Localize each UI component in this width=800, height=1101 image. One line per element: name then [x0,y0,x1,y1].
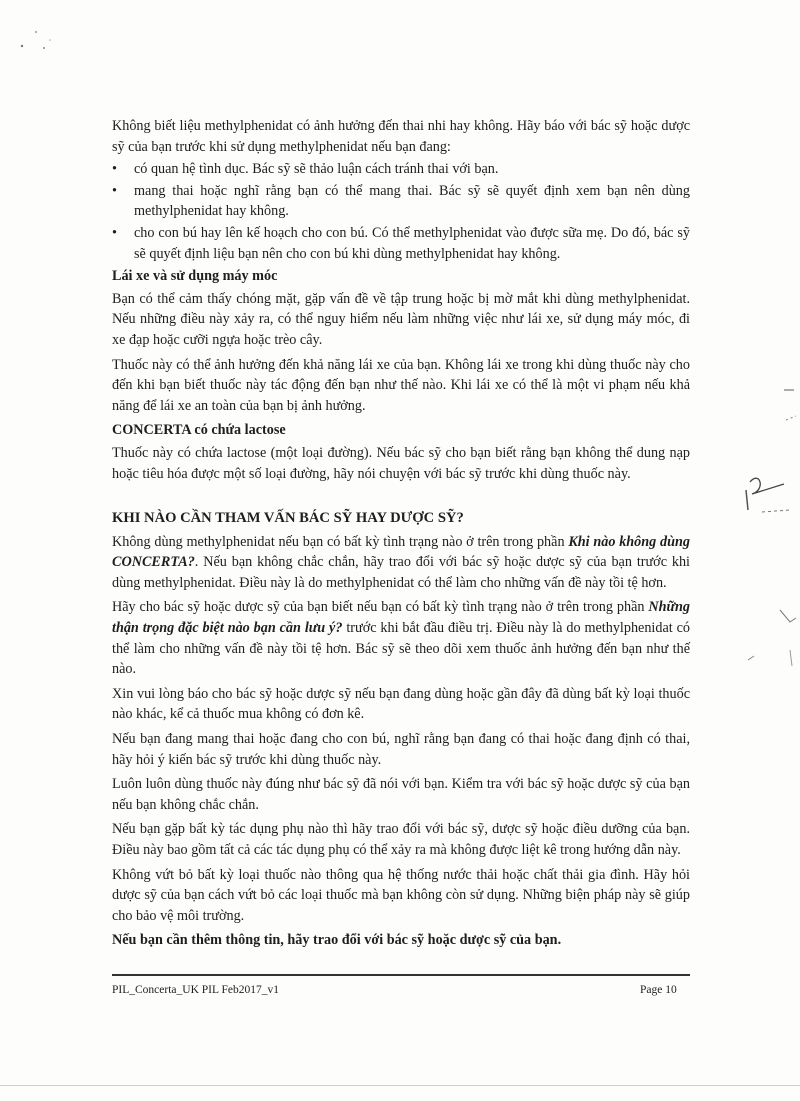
section-reference-when-not-to-use: Khi nào không dùng CONCERTA? [112,533,690,571]
scan-bottom-edge [0,1085,800,1086]
lactose-heading: CONCERTA có chứa lactose [112,422,286,439]
section-reference-precautions: Những thận trọng đặc biệt nào bạn cần lưu ý? [112,599,690,637]
margin-pen-marks [740,360,800,700]
consult-paragraph-1 [112,532,690,594]
consult-p2-text-b: trước khi bắt đầu điều trị. Điều này là do methylphenidat có thể làm cho những vấn đề này tồi tệ hơn. Bác sỹ sẽ theo dõi xem thuốc ảnh hưởng đến bạn như thế nào. [112,620,690,678]
pregnancy-bullet-list [112,159,690,264]
driving-paragraph-1: Bạn có thể cảm thấy chóng mặt, gặp vấn đề về tập trung hoặc bị mờ mắt khi dùng methylphenidat. Nếu những điều này xảy ra, có thể nguy hiểm nếu làm những việc như lái xe, sử dụng máy móc, đi xe đạp hoặc cưỡi ngựa hoặc trèo cây. [112,290,690,348]
list-item: • cho con bú hay lên kế hoạch cho con bú. Có thể methylphenidat vào được sữa mẹ. Do đó, bác sỹ sẽ quyết định liệu bạn nên cho con bú khi dùng methylphenidat hay không. [112,223,690,264]
driving-paragraph-2: Thuốc này có thể ảnh hưởng đến khả năng lái xe của bạn. Không lái xe trong khi dùng thuốc này cho đến khi bạn biết thuốc này tác động đến bạn như thế nào. Khi lái xe có thể là một vi phạm nếu khả năng để lái xe an toàn của bạn bị ảnh hưởng. [112,356,690,414]
footer-document-id: PIL_Concerta_UK PIL Feb2017_v1 [112,984,279,996]
consult-p2-text-a: Hãy cho bác sỹ hoặc dược sỹ của bạn biết nếu bạn có bất kỳ tình trạng nào ở trên trong phần [112,599,649,616]
consult-paragraph-2 [112,597,690,679]
list-item: • mang thai hoặc nghĩ rằng bạn có thể mang thai. Bác sỹ sẽ quyết định xem bạn nên dùng methylphenidat hay không. [112,181,690,222]
consult-p1-text-b: . Nếu bạn không chắc chắn, hãy trao đổi với bác sỹ hoặc dược sỹ của bạn trước khi dùng methylphenidat. Điều này là do methylphenidat có thể làm cho những vấn đề này tồi tệ hơn. [112,554,690,591]
consult-paragraph-5: Luôn luôn dùng thuốc này đúng như bác sỹ đã nói với bạn. Kiểm tra với bác sỹ hoặc dược sỹ của bạn nếu bạn không chắc chắn. [112,776,690,813]
footer-page-number: Page 10 [640,984,677,996]
footer-rule [112,974,690,976]
list-item: • có quan hệ tình dục. Bác sỹ sẽ thảo luận cách tránh thai với bạn. [112,159,690,180]
consult-paragraph-7: Không vứt bỏ bất kỳ loại thuốc nào thông qua hệ thống nước thải hoặc chất thải gia đình. Hãy hỏi dược sỹ của bạn cách vứt bỏ các loại thuốc mà bạn không còn sử dụng. Những biện pháp này sẽ giúp cho bảo vệ môi trường. [112,866,690,924]
lactose-paragraph: Thuốc này có chứa lactose (một loại đường). Nếu bác sỹ cho bạn biết rằng bạn không thể dung nạp hoặc tiêu hóa được một số loại đường, hãy nói chuyện với bác sỹ trước khi dùng thuốc này. [112,444,690,482]
consult-heading: KHI NÀO CẦN THAM VẤN BÁC SỸ HAY DƯỢC SỸ? [112,510,464,527]
scan-speck-marks [18,26,58,56]
pregnancy-intro: Không biết liệu methylphenidat có ảnh hưởng đến thai nhi hay không. Hãy báo với bác sỹ hoặc dược sỹ của bạn trước khi sử dụng methylphenidat nếu bạn đang: [112,118,690,155]
consult-paragraph-3: Xin vui lòng báo cho bác sỹ hoặc dược sỹ nếu bạn đang dùng hoặc gần đây đã dùng bất kỳ loại thuốc nào khác, kể cả thuốc mua không có đơn kê. [112,685,690,723]
consult-paragraph-8: Nếu bạn cần thêm thông tin, hãy trao đổi với bác sỹ hoặc dược sỹ của bạn. [112,932,562,949]
leaflet-page [112,116,690,955]
driving-heading: Lái xe và sử dụng máy móc [112,268,278,285]
consult-paragraph-6: Nếu bạn gặp bất kỳ tác dụng phụ nào thì hãy trao đổi với bác sỹ, dược sỹ hoặc điều dưỡng của bạn. Điều này bao gồm tất cả các tác dụng phụ có thể xảy ra mà không được liệt kê trong hướng dẫn này. [112,821,690,858]
consult-p1-text-a: Không dùng methylphenidat nếu bạn có bất kỳ tình trạng nào ở trên trong phần [112,533,569,550]
consult-paragraph-4: Nếu bạn đang mang thai hoặc đang cho con bú, nghĩ rằng bạn đang có thai hoặc đang định có thai, hãy hỏi ý kiến bác sỹ trước khi dùng thuốc này. [112,731,690,768]
